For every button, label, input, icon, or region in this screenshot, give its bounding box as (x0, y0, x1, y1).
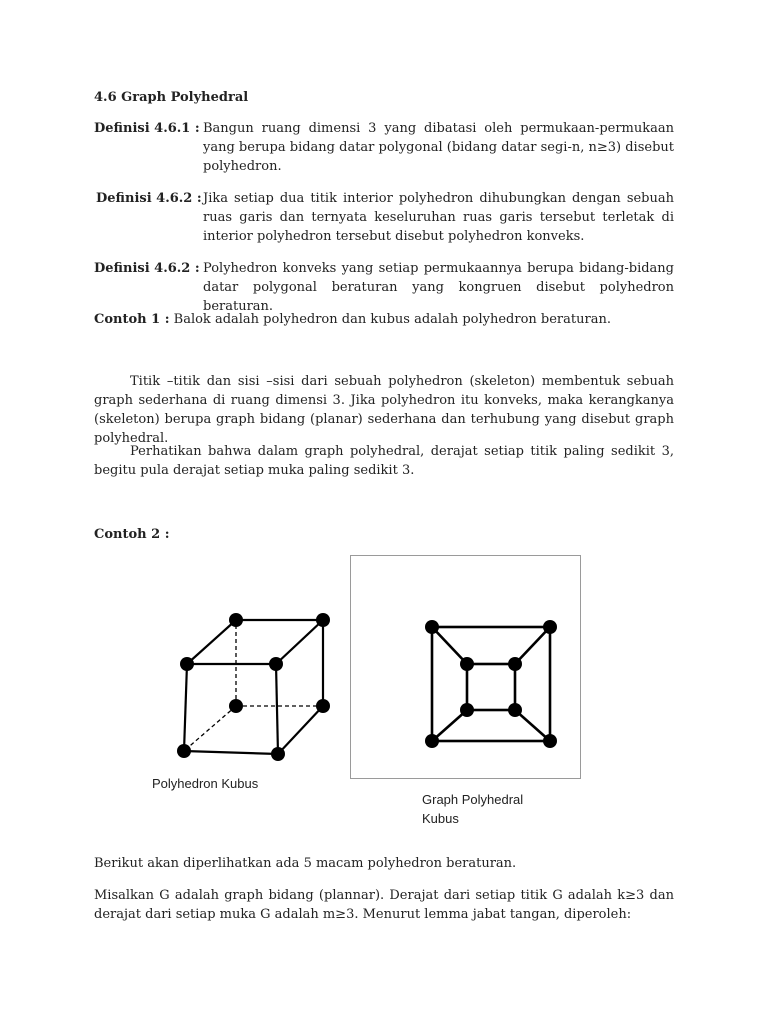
graph-caption-line-1: Graph Polyhedral (422, 792, 524, 807)
definition-1-text: Bangun ruang dimensi 3 yang dibatasi oleh permukaan-permukaan yang berupa bidang datar polygonal (bidang datar segi-n, n≥3) disebut polyhedron. (203, 121, 674, 174)
graph-caption (422, 790, 523, 828)
cube-figure (162, 600, 352, 780)
planar-cube-graph (420, 615, 570, 755)
graph-caption-line-2: Kubus (422, 811, 459, 826)
closing-sentence: Berikut akan diperlihatkan ada 5 macam polyhedron beraturan. (94, 856, 517, 871)
cube-caption: Polyhedron Kubus (152, 776, 259, 791)
definition-3-text: Polyhedron konveks yang setiap permukaannya berupa bidang-bidang datar polygonal beraturan yang kongruen disebut polyhedron beraturan. (203, 261, 674, 314)
definition-2-text: Jika setiap dua titik interior polyhedron dihubungkan dengan sebuah ruas garis dan ternyata keseluruhan ruas garis tersebut terletak di interior polyhedron tersebut disebut polyhedron konveks. (203, 191, 674, 244)
example-1-label: Contoh 1 : (94, 312, 170, 327)
definition-3-label: Definisi 4.6.2 : (94, 261, 200, 276)
closing-paragraph: Misalkan G adalah graph bidang (plannar). Derajat dari setiap titik G adalah k≥3 dan derajat dari setiap muka G adalah m≥3. Menurut lemma jabat tangan, diperoleh: (94, 888, 674, 922)
definition-2-label: Definisi 4.6.2 : (96, 191, 202, 206)
paragraph-skeleton: Titik –titik dan sisi –sisi dari sebuah polyhedron (skeleton) membentuk sebuah graph sederhana di ruang dimensi 3. Jika polyhedron itu konveks, maka kerangkanya (skeleton) berupa graph bidang (planar) sederhana dan terhubung yang disebut graph polyhedral. (94, 374, 674, 446)
example-1 (94, 310, 684, 329)
paragraph-degree: Perhatikan bahwa dalam graph polyhedral, derajat setiap titik paling sedikit 3, begitu pula derajat setiap muka paling sedikit 3. (94, 444, 674, 478)
example-2-label: Contoh 2 : (94, 527, 170, 542)
example-1-text: Balok adalah polyhedron dan kubus adalah polyhedron beraturan. (173, 312, 611, 327)
definition-1-label: Definisi 4.6.1 : (94, 121, 200, 136)
section-title: 4.6 Graph Polyhedral (94, 90, 249, 105)
